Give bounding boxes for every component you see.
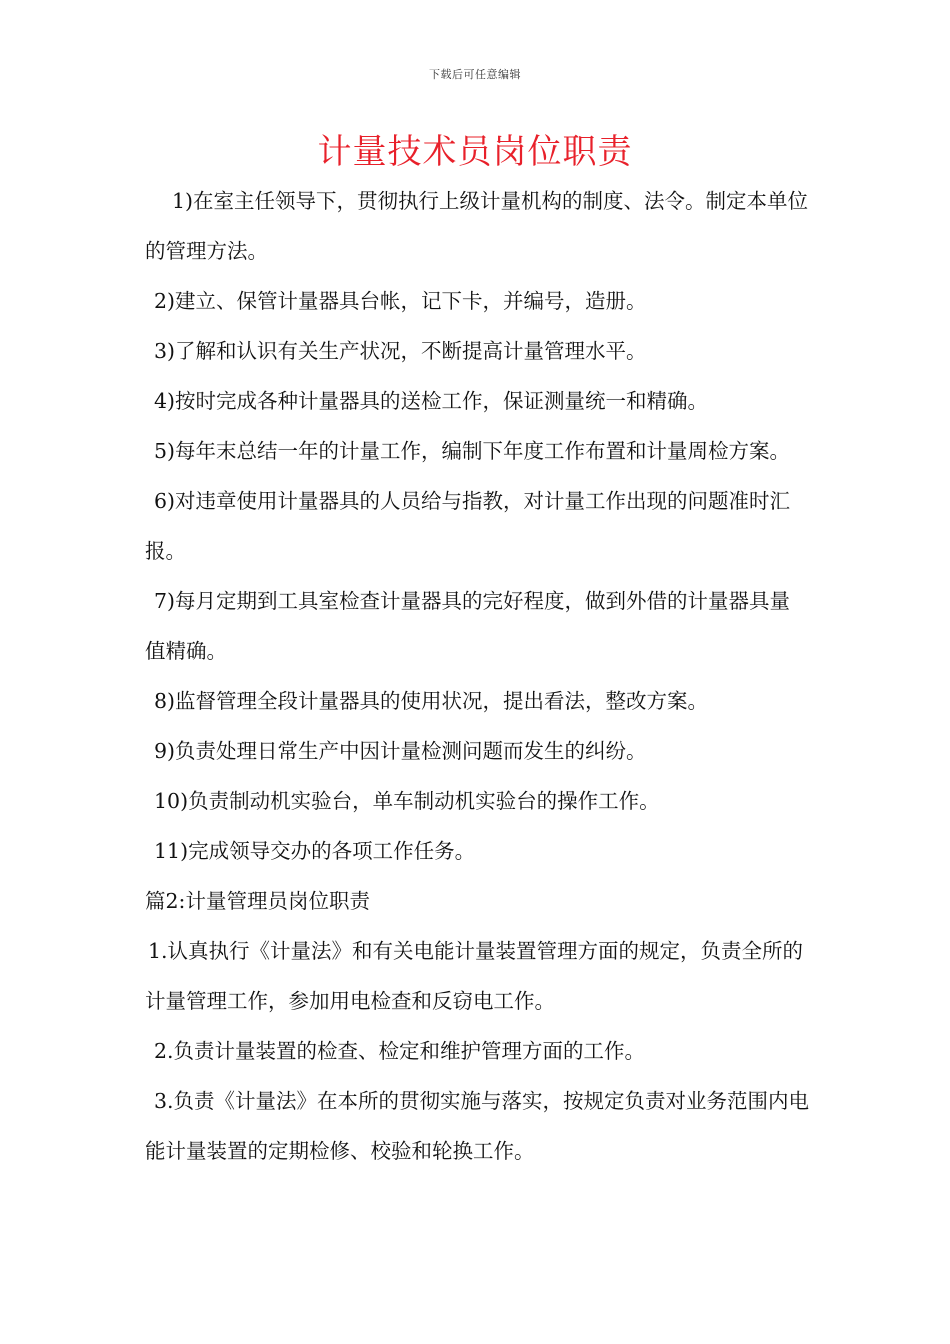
duty-item-6: 6)对违章使用计量器具的人员给与指教，对计量工作出现的问题准时汇报。: [145, 489, 791, 563]
duty-item-11: 11)完成领导交办的各项工作任务。: [154, 839, 476, 863]
duty-item-2: 2)建立、保管计量器具台帐，记下卡，并编号，造册。: [154, 289, 647, 313]
document-body: [145, 176, 810, 1176]
duty-item-8: 8)监督管理全段计量器具的使用状况，提出看法，整改方案。: [154, 689, 709, 713]
duty-item-1: 1)在室主任领导下，贯彻执行上级计量机构的制度、法令。制定本单位的管理方法。: [145, 189, 809, 263]
duty-item-7: 7)每月定期到工具室检查计量器具的完好程度，做到外借的计量器具量值精确。: [145, 589, 791, 663]
duty-item-4: 4)按时完成各种计量器具的送检工作，保证测量统一和精确。: [154, 389, 709, 413]
duty-item-9: 9)负责处理日常生产中因计量检测问题而发生的纠纷。: [154, 739, 647, 763]
section-heading: 篇2:计量管理员岗位职责: [145, 889, 370, 913]
duty-item-5: 5)每年末总结一年的计量工作，编制下年度工作布置和计量周检方案。: [154, 439, 791, 463]
manager-item-3: 3.负责《计量法》在本所的贯彻实施与落实，按规定负责对业务范围内电能计量装置的定期检修、校验和轮换工作。: [145, 1089, 810, 1163]
duty-item-10: 10)负责制动机实验台，单车制动机实验台的操作工作。: [154, 789, 660, 813]
manager-item-2: 2.负责计量装置的检查、检定和维护管理方面的工作。: [154, 1039, 646, 1063]
manager-item-1: 1.认真执行《计量法》和有关电能计量装置管理方面的规定，负责全所的计量管理工作，参加用电检查和反窃电工作。: [145, 939, 804, 1013]
header-note: 下载后可任意编辑: [429, 68, 521, 81]
duty-item-3: 3)了解和认识有关生产状况，不断提高计量管理水平。: [154, 339, 647, 363]
document-title: 计量技术员岗位职责: [317, 132, 633, 172]
